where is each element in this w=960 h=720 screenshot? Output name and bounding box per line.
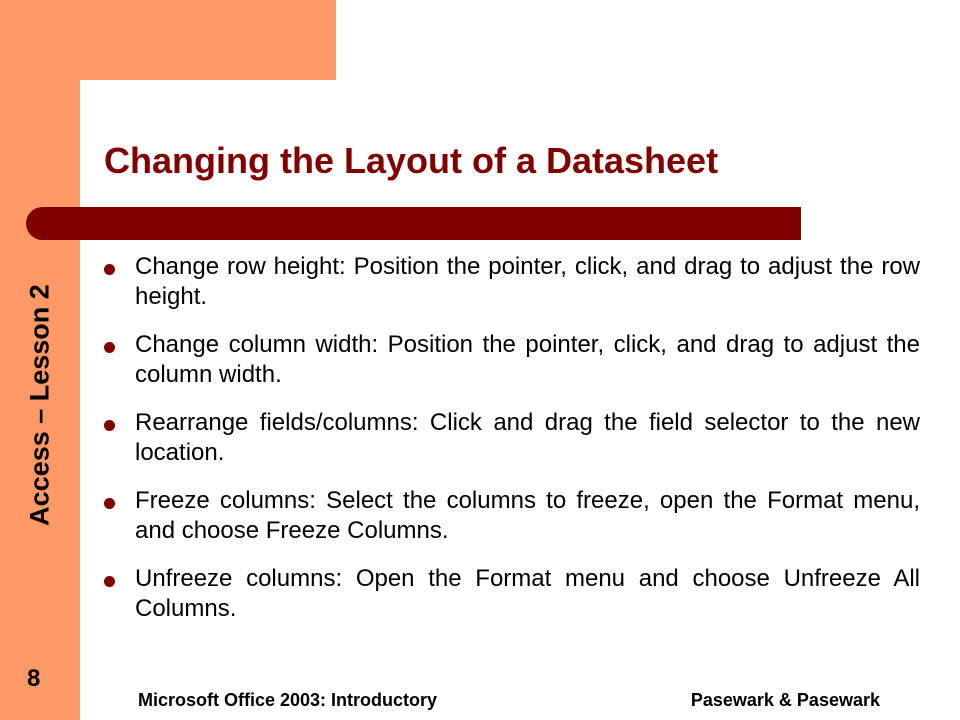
bullet-text: Unfreeze columns: Open the Format menu and choose Unfreeze All Columns. xyxy=(135,565,920,622)
slide-title: Changing the Layout of a Datasheet xyxy=(104,140,719,181)
bullet-text: Freeze columns: Select the columns to freeze, open the Format menu, and choose Freeze Columns. xyxy=(135,487,920,544)
bullet-list xyxy=(100,252,920,642)
bullet-item xyxy=(100,330,920,390)
bullet-item xyxy=(100,564,920,624)
footer-course-title: Microsoft Office 2003: Introductory xyxy=(138,690,438,710)
lesson-side-label: Access – Lesson 2 xyxy=(24,284,55,526)
bullet-text: Change column width: Position the pointer, click, and drag to adjust the column width. xyxy=(135,331,920,388)
page-number: 8 xyxy=(27,665,41,692)
bullet-item xyxy=(100,408,920,468)
bullet-dot-icon xyxy=(104,420,115,431)
title-divider-bar xyxy=(26,207,801,240)
bullet-item xyxy=(100,252,920,312)
bullet-dot-icon xyxy=(104,264,115,275)
orange-top-band xyxy=(0,0,336,80)
bullet-dot-icon xyxy=(104,576,115,587)
bullet-text: Change row height: Position the pointer, click, and drag to adjust the row height. xyxy=(135,253,920,310)
bullet-dot-icon xyxy=(104,498,115,509)
bullet-item xyxy=(100,486,920,546)
footer-authors: Pasewark & Pasewark xyxy=(690,690,880,710)
bullet-dot-icon xyxy=(104,342,115,353)
bullet-text: Rearrange fields/columns: Click and drag the field selector to the new location. xyxy=(135,409,920,466)
